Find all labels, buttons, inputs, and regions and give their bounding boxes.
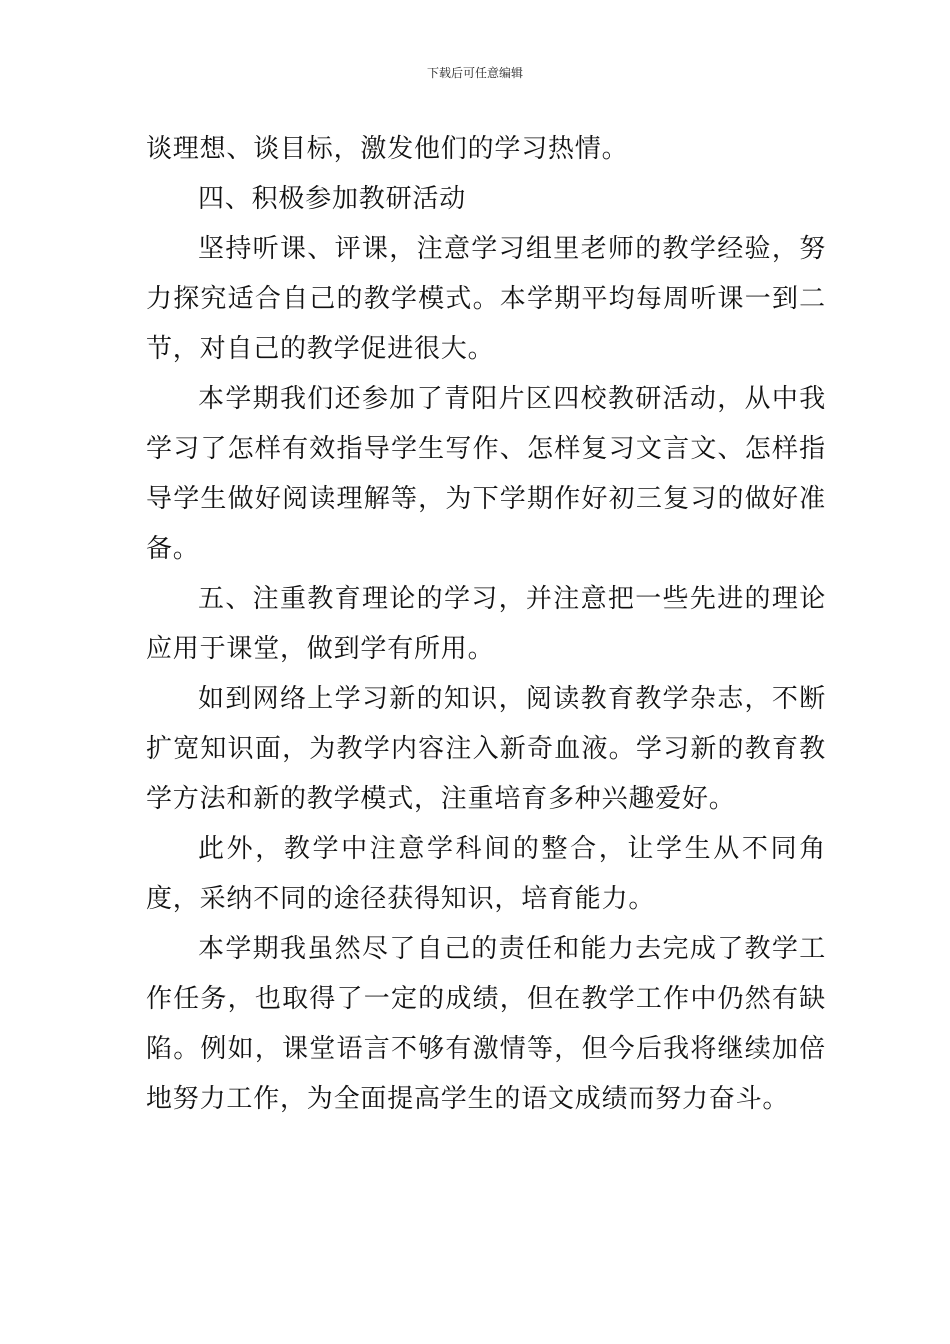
- paragraph: 此外，教学中注意学科间的整合，让学生从不同角度，采纳不同的途径获得知识，培育能力。: [146, 834, 826, 914]
- section-heading-4: 四、积极参加教研活动: [198, 184, 467, 214]
- page-header-note: 下载后可任意编辑: [426, 66, 523, 80]
- paragraph: 如到网络上学习新的知识，阅读教育教学杂志，不断扩宽知识面，为教学内容注入新奇血液。学习新的教育教学方法和新的教学模式，注重培育多种兴趣爱好。: [146, 684, 826, 814]
- section-heading-5: 五、注重教育理论的学习，并注意把一些先进的理论应用于课堂，做到学有所用。: [146, 584, 826, 664]
- paragraph: 本学期我虽然尽了自己的责任和能力去完成了教学工作任务，也取得了一定的成绩，但在教学工作中仍然有缺陷。例如，课堂语言不够有激情等，但今后我将继续加倍地努力工作，为全面提高学生的语文成绩而努力奋斗。: [146, 934, 826, 1114]
- paragraph-continuation: 谈理想、谈目标，激发他们的学习热情。: [146, 134, 629, 164]
- paragraph: 本学期我们还参加了青阳片区四校教研活动，从中我学习了怎样有效指导学生写作、怎样复习文言文、怎样指导学生做好阅读理解等，为下学期作好初三复习的做好准备。: [146, 384, 826, 564]
- paragraph: 坚持听课、评课，注意学习组里老师的教学经验，努力探究适合自己的教学模式。本学期平均每周听课一到二节，对自己的教学促进很大。: [146, 234, 826, 364]
- document-body: [146, 124, 826, 1124]
